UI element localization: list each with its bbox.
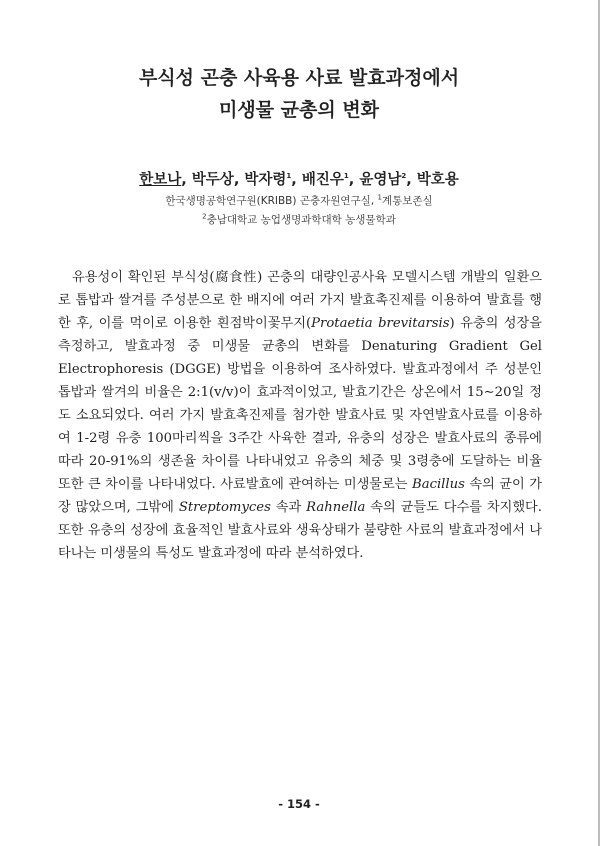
affiliation-line-1 [0,193,598,208]
affiliation-1-dept: 계통보존실 [381,195,433,207]
author-sep: , [348,172,360,188]
title-line-1: 부식성 곤충 사육용 사료 발효과정에서 [138,67,460,89]
affiliation-line-2 [0,212,598,227]
abstract-text-5: 속의 균들도 다수를 차지했다. 또한 유충의 성장에 효율적인 발효사료와 생육상태가 불량한 사료의 발효과정에서 나타나는 미생물의 특성도 발효과정에 따라 분석하였다. [58,500,542,561]
author-6: 박호용 [416,172,459,188]
page-number: - 154 - [278,797,320,811]
author-sep: , [406,172,417,188]
author-2: 박두상 [191,172,234,188]
author-sep: , [181,172,192,188]
abstract-body [58,266,542,565]
scientific-name-streptomyces: Streptomyces [178,500,271,515]
author-5-affil-mark: 2 [401,172,407,181]
scientific-name-protaetia: Protaetia brevitarsis [311,316,450,331]
title-line-2: 미생물 균총의 변화 [218,99,380,121]
author-4-affil-mark: 1 [343,172,349,181]
abstract-text-4: 속과 [270,500,307,515]
affiliation-2: 충남대학교 농업생명과학대학 농생물학과 [206,214,396,226]
affiliation-1: 한국생명공학연구원(KRIBB) 곤충자원연구실, [165,195,378,207]
abstract-text-3: 속의 균이 가장 많았으며, 그밖에 [58,477,542,515]
author-3-affil-mark: 1 [286,172,292,181]
author-sep: , [291,172,302,188]
author-5: 윤영남 [359,172,402,188]
author-3: 박자령 [244,172,287,188]
affiliation-mark-2: 2 [202,212,207,221]
author-1: 한보나 [139,172,182,188]
author-list [0,168,598,189]
scientific-name-rahnella: Rahnella [306,500,366,515]
author-sep: , [233,172,245,188]
abstract-text-1: 유용성이 확인된 부식성(腐食性) 곤충의 대량인공사육 모델시스템 개발의 일환으로 톱밥과 쌀겨를 주성분으로 한 배지에 여러 가지 발효촉진제를 이용하여 발효를 행한 후, 이를 먹이로 이용한 흰점박이꽃무지( [58,270,542,331]
author-4: 배진우 [301,172,344,188]
affiliation-mark-1: 1 [377,193,382,202]
paper-title [0,62,598,126]
abstract-text-2: ) 유충의 성장을 측정하고, 발효과정 중 미생물 균총의 변화를 Denaturing Gradient Gel Electrophoresis (DGGE) 방법을 이용하여 조사하였다. 발효과정에서 주 성분인 톱밥과 쌀겨의 비율은 2:1(v/v)이 효과적이었고, 발효기간은 상온에서 15∼20일 정도 소요되었다. 여러 가지 발효촉진제를 첨가한 발효사료 및 자연발효사료를 이용하여 1-2령 유충 100마리씩을 3주간 사육한 결과, 유충의 성장은 발효사료의 종류에 따라 20-91%의 생존율 차이를 나타내었고 유충의 체중 및 3령충에 도달하는 비율 또한 큰 차이를 나타내었다. 사료발효에 관여하는 미생물로는 [58,316,542,492]
scientific-name-bacillus: Bacillus [412,477,465,492]
